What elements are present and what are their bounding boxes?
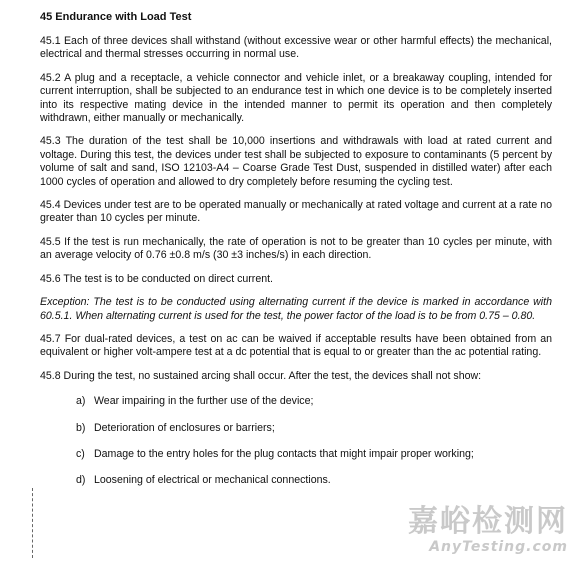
list-item-text: Loosening of electrical or mechanical connections.: [94, 474, 331, 487]
paragraph-45-3: 45.3 The duration of the test shall be 10,000 insertions and withdrawals with load at rated current and voltage. During this test, the devices under test shall be subjected to exposure to contaminants (5 percent by volume of salt and sand, ISO 12103-A4 – Coarse Grade Test Dust, suspended in distilled water) after each 1000 cycles of operation and allowed to dry completely before resuming the cycling test.: [40, 135, 552, 188]
document-page: [40, 10, 552, 501]
list-item: [76, 448, 552, 461]
paragraph-45-2: 45.2 A plug and a receptacle, a vehicle connector and vehicle inlet, or a breakaway coupling, intended for current interruption, shall be subjected to an endurance test in which one device is to be completely inserted into its respective mating device in the intended manner to permit its operation and then completely withdrawn, either manually or mechanically.: [40, 71, 552, 125]
watermark-chinese: 嘉峪检测网: [408, 504, 568, 539]
list-item-text: Wear impairing in the further use of the device;: [94, 395, 314, 408]
paragraph-45-6: 45.6 The test is to be conducted on direct current.: [40, 272, 274, 285]
paragraph-45-5: 45.5 If the test is run mechanically, the rate of operation is not to be greater than 10 cycles per minute, with an average velocity of 0.76 ±0.8 m/s (30 ±3 inches/s) in each direction.: [40, 235, 552, 262]
list-item: [76, 395, 552, 408]
list-item-text: Deterioration of enclosures or barriers;: [94, 421, 275, 434]
condition-list: [40, 395, 552, 488]
watermark-english: AnyTesting.com: [429, 539, 568, 555]
section-heading: 45 Endurance with Load Test: [40, 11, 192, 23]
list-marker: b): [76, 421, 86, 434]
watermark: [408, 505, 568, 555]
list-item: [76, 422, 552, 435]
paragraph-45-8: 45.8 During the test, no sustained arcing shall occur. After the test, the devices shall not show:: [40, 369, 482, 382]
paragraph-45-1: 45.1 Each of three devices shall withstand (without excessive wear or other harmful effects) the mechanical, electrical and thermal stresses occurring in normal use.: [40, 35, 552, 61]
exception-paragraph: Exception: The test is to be conducted using alternating current if the device is marked in accordance with 60.5.1. When alternating current is used for the test, the power factor of the load is to be from 0.75 – 0.80.: [40, 296, 552, 322]
list-item: [76, 474, 552, 487]
list-marker: d): [76, 474, 86, 487]
list-marker: c): [76, 447, 85, 460]
list-item-text: Damage to the entry holes for the plug contacts that might impair proper working;: [94, 447, 474, 460]
paragraph-45-4: 45.4 Devices under test are to be operated manually or mechanically at rated voltage and current at a rate no greater than 10 cycles per minute.: [40, 199, 552, 225]
list-marker: a): [76, 395, 86, 408]
paragraph-45-7: 45.7 For dual-rated devices, a test on ac can be waived if acceptable results have been obtained from an equivalent or higher volt-ampere test at a dc potential that is equal to or greater than the ac potential rating.: [40, 332, 552, 359]
revision-margin-mark: [32, 488, 36, 558]
